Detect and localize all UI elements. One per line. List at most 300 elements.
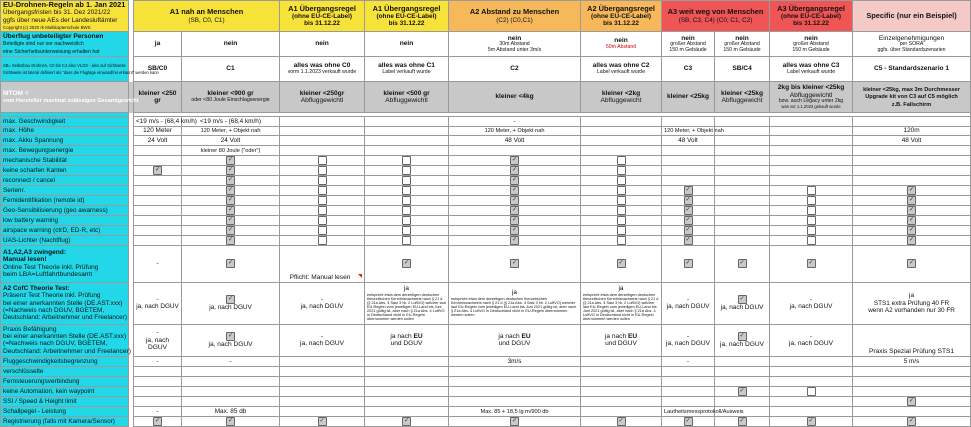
checkbox[interactable] [738,332,747,341]
cell [770,235,853,245]
cofc-c9-specific1: STS1 extra Prüfung 40 FR [873,299,950,307]
row-max-bewegungsenergie [1,146,971,156]
header-a1t2-title: A1 Übergangsregel [372,3,441,13]
a1-test-c7 [715,245,770,282]
a1-test-c1 [182,245,280,282]
cell [581,205,662,215]
checkbox[interactable] [226,332,235,341]
checkbox-checked[interactable] [807,417,816,426]
bottom-rows [1,356,971,426]
cell [134,386,182,396]
weight-c3 [365,82,449,113]
cell [280,136,365,146]
checkbox-checked[interactable] [510,166,519,175]
classes-row [1,57,971,82]
cofc-c2: - ja, nach DGUV [280,282,365,324]
a1-test-label4: beim LBA=Luftfahrtbundesamt [3,271,93,279]
header-a3-title: A3 weit weg von Menschen [667,7,764,17]
cell [662,366,715,376]
checkbox-checked[interactable] [226,176,235,185]
cell [134,117,197,127]
checkbox-empty[interactable] [318,226,327,235]
cell [365,185,449,195]
cell [449,376,581,386]
people-sub1: Beteiligte sind nur vor nachweislich [3,40,84,47]
cell [365,136,449,146]
cell [581,126,662,136]
checkbox-checked[interactable] [684,196,693,205]
row-airspace-warning-ctrd-ed-r-etc [1,225,971,235]
checkbox-checked[interactable] [226,166,235,175]
cell [770,146,853,156]
row-reconnect-cancel [1,175,971,185]
checkbox-empty[interactable] [318,206,327,215]
checkbox-checked[interactable] [907,216,916,225]
row-max-geschwindigkeit [1,117,971,127]
checkbox-empty[interactable] [807,226,816,235]
class-c8-s1: Label verkauft wurde [786,68,836,75]
cell [182,366,280,376]
cofc-label4: (=Nachweis nach DGUV, BGETEM, [3,306,105,314]
checkbox-checked[interactable] [226,236,235,245]
checkbox-checked[interactable] [684,206,693,215]
checkbox-checked[interactable] [402,417,411,426]
cell [134,235,182,245]
praxis-c3-eu: EU [413,332,423,340]
row-label: Serienr. [1,185,129,195]
row-serienr [1,185,971,195]
people-c4 [449,32,581,57]
cell [853,205,971,215]
checkbox-checked[interactable] [510,176,519,185]
weight-c6-main: kleiner <25kg [667,93,709,101]
cell [715,195,770,205]
cell [770,416,853,426]
a1-test-c3 [365,245,449,282]
class-c6-main: C3 [683,65,693,73]
checkbox-checked[interactable] [510,196,519,205]
cell [449,386,581,396]
checkbox-checked[interactable] [510,206,519,215]
weight-c1-main: kleiner <900 gr [207,90,254,98]
class-c3-s1: Label verkauft wurde [382,68,431,75]
people-c3-main: nein [399,40,414,48]
checkbox-empty[interactable] [318,156,327,165]
cell [134,225,182,235]
cofc-c3 [365,282,449,324]
people-c7-s1: großer Abstand [724,40,760,47]
people-c6-s1: großer Abstand [670,40,706,47]
cell [134,136,182,146]
cofc-c4-ja: ja [512,289,517,297]
cell-text: 24 Volt [220,137,241,145]
people-c6-main: nein [681,34,695,42]
cell [715,356,770,366]
cell [365,386,449,396]
checkbox-checked[interactable] [907,196,916,205]
row-keine-automation-kein-waypoint [1,386,971,396]
cell [182,185,280,195]
cell [662,205,715,215]
checkbox[interactable] [617,259,626,268]
cell [134,376,182,386]
header-line3: ggfs über neue AEs der Landesluftämter [3,16,118,24]
checkbox-empty[interactable] [402,216,411,225]
cell [853,146,971,156]
header-a1-transition-2 [365,1,449,32]
checkbox-empty[interactable] [318,166,327,175]
checkbox-checked[interactable] [907,417,916,426]
cell [182,215,280,225]
weight-c8-s3: was vor 1.1.2023 gekauft wurde [781,103,841,109]
cell [662,396,715,406]
a2-cofc-row [1,282,971,324]
checkbox[interactable] [907,259,916,268]
cell [581,386,662,396]
cell [581,117,662,127]
checkbox-empty[interactable] [402,196,411,205]
checkbox-empty[interactable] [807,387,816,396]
cofc-c5 [581,282,662,324]
cell-text: kleiner 80 Joule ("oder") [200,147,261,154]
a1-test-label2: Manual lesen! [3,256,47,264]
cell [770,117,853,127]
people-label: Überflug unbeteiligter Personen [3,32,104,40]
cell-text: 120 Meter, + Objekt nah [664,128,724,135]
checkbox-checked[interactable] [684,216,693,225]
class-c7 [715,57,770,82]
checkbox-empty[interactable] [617,226,626,235]
header-a2-transition [581,1,662,32]
checkbox[interactable] [402,259,411,268]
cell [449,117,581,127]
people-c9 [853,32,971,57]
weight-c4 [449,82,581,113]
class-c8 [770,57,853,82]
header-a1t1-sub: (ohne EU-CE-Label) [292,12,353,20]
cell [715,175,770,185]
comment-marker-icon[interactable] [358,274,362,278]
cell [662,356,715,366]
header-row [1,1,971,32]
header-a2 [449,1,581,32]
checkbox-empty[interactable] [402,166,411,175]
cell [662,235,715,245]
people-c1 [182,32,280,57]
checkbox-checked[interactable] [153,417,162,426]
cell [280,165,365,175]
checkbox[interactable] [807,259,816,268]
checkbox-empty[interactable] [318,186,327,195]
praxis-c1-dguv: ja, nach DGUV [208,341,253,349]
cell [770,396,853,406]
people-c4-s1: 30m Abstand [499,40,530,47]
checkbox-checked[interactable] [684,226,693,235]
weight-c8 [770,82,853,113]
checkbox-checked[interactable] [226,216,235,225]
cell-text: 24 Volt [147,137,168,145]
cofc-c0: - ja, nach DGUV [134,282,182,324]
checkbox-checked[interactable] [226,156,235,165]
cell [449,146,581,156]
checkbox-checked[interactable] [684,417,693,426]
checkbox-checked[interactable] [510,226,519,235]
cell [280,126,365,136]
checkbox-empty[interactable] [318,236,327,245]
cell [182,146,280,156]
checkbox-checked[interactable] [226,196,235,205]
checkbox-checked[interactable] [510,417,519,426]
class-c3-main: alles was ohne C1 [378,62,435,70]
cofc-c3-ja: ja [404,285,409,293]
checkbox-checked[interactable] [907,236,916,245]
cell [715,205,770,215]
cell [280,175,365,185]
cell [182,165,280,175]
cell-text: - [686,357,690,365]
weight-c8-s2: bzw. auch Legacy unter 2kg [778,98,844,105]
checkbox-checked[interactable] [226,186,235,195]
people-c7-s2: 150 m Gebäude [723,46,761,53]
cell [770,205,853,215]
checkbox-checked[interactable] [226,417,235,426]
class-c6 [662,57,715,82]
cofc-c2-dguv: ja, nach DGUV [300,303,344,311]
cell [853,185,971,195]
checkbox-empty[interactable] [617,236,626,245]
cell [365,366,449,376]
cell [853,225,971,235]
header-a1t1-title: A1 Übergangsregel [288,3,356,13]
cell [715,185,770,195]
praxis-c3-ja: ja nach [390,332,412,340]
cell [280,215,365,225]
checkbox[interactable] [226,259,235,268]
class-c9-main: C5 - Standardszenario 1 [873,65,950,73]
weight-c9-main: kleiner <25kg, max 3m Durchmesser [863,86,960,93]
praxis-label3: (=Nachweis nach DGUV, BGETEM, [3,340,108,348]
checkbox-empty[interactable] [807,186,816,195]
cofc-label2: Präsenz Test Theorie inkl. Prüfung [3,292,101,300]
cell [715,146,770,156]
checkbox-empty[interactable] [807,236,816,245]
checkbox-empty[interactable] [807,216,816,225]
checkbox-empty[interactable] [402,176,411,185]
checkbox-empty[interactable] [402,236,411,245]
checkbox-empty[interactable] [318,216,327,225]
header-a2t-date: bis 31.12.22 [603,20,639,28]
checkbox-checked[interactable] [153,166,162,175]
checkbox-checked[interactable] [510,236,519,245]
header-specific [853,1,971,32]
cell [449,366,581,376]
cofc-label5: Deutschland: Arbeitnehmer und Freelancer) [3,314,127,321]
row-low-battery-warning [1,215,971,225]
cell-text: - [156,357,159,365]
praxis-c5-dguv: und DGUV [605,340,637,348]
cell [449,356,581,366]
cell [449,416,581,426]
people-c9-s1: per SORA [899,40,924,47]
cell [770,406,853,416]
a1-test-c2-text: Pflicht: Manual lesen [289,274,351,282]
class-c1-main: C1 [226,65,235,73]
checkbox-empty[interactable] [807,206,816,215]
checkbox-checked[interactable] [907,206,916,215]
cell-text: 48 Volt [504,137,525,145]
cell [182,396,280,406]
header-a1t2-date: bis 31.12.22 [388,20,425,28]
checkbox-checked[interactable] [510,186,519,195]
checkbox-empty[interactable] [318,176,327,185]
cell [853,376,971,386]
cell [662,165,715,175]
praxis-c5 [581,324,662,356]
cell [449,195,581,205]
cell [715,136,770,146]
cell [715,215,770,225]
header-a2-title: A2 Abstand zu Menschen [469,7,560,17]
people-c3 [365,32,449,57]
row-mechanische-stabilit-t [1,155,971,165]
praxis-label1: Praxis Befähigung [3,325,57,333]
row-label: low battery warning [1,215,129,225]
row-max-h-he [1,126,971,136]
header-a1t1-date: bis 31.12.22 [304,20,340,28]
checkbox-checked[interactable] [318,417,327,426]
checkbox-checked[interactable] [617,417,626,426]
cofc-c7-dguv: ja, nach DGUV [720,304,764,312]
cell [449,136,581,146]
class-c2-s1: vorm 1.1.2023 verkauft wurde [287,68,357,75]
checkbox-checked[interactable] [684,186,693,195]
cell [662,376,715,386]
cell [449,235,581,245]
cofc-label-cell [1,282,129,324]
checkbox-checked[interactable] [684,236,693,245]
checkbox-checked[interactable] [510,156,519,165]
cell [280,356,365,366]
checkbox-empty[interactable] [617,156,626,165]
checkbox[interactable] [226,295,235,304]
a1-test-c4 [449,245,581,282]
header-a3-transition [770,1,853,32]
class-c0 [134,57,182,82]
cell [581,235,662,245]
header-a3-sub: (SB, C3, C4) (C0, C1, C2) [678,16,753,24]
cell [581,185,662,195]
row-label: Fernidentifikation (remote id) [1,195,129,205]
cell [581,416,662,426]
checkbox-empty[interactable] [402,156,411,165]
checkbox[interactable] [684,259,693,268]
cell [134,165,182,175]
weight-c8-main: 2kg bis kleiner <25kg [777,84,845,92]
cell-text: <19 m/s - (68,4 km/h) [136,117,197,125]
cell [134,195,182,205]
weight-label-cell [1,82,139,113]
header-a3t-title: A3 Übergangsregel [777,3,845,13]
row-schallpegel-leistung [1,406,971,416]
cell [853,416,971,426]
checkbox-empty[interactable] [617,176,626,185]
checkbox-checked[interactable] [510,216,519,225]
praxis-c9 [853,324,971,356]
class-c4-main: C2 [510,65,519,73]
checkbox[interactable] [738,295,747,304]
checkbox-checked[interactable] [907,226,916,235]
cell-text: - [229,357,232,365]
praxis-c3-dguv: und DGUV [390,340,423,348]
checkbox-empty[interactable] [807,196,816,205]
weight-c5-s1: Abfluggewicht [600,97,642,104]
cell [182,406,280,416]
checkbox-empty[interactable] [617,166,626,175]
cell [182,136,280,146]
checkbox-checked[interactable] [738,417,747,426]
checkbox-empty[interactable] [402,226,411,235]
praxis-c2-dguv: ja, nach DGUV [300,340,344,348]
checkbox-checked[interactable] [907,397,916,406]
cell [280,225,365,235]
people-sub2: eine Sicherheitsunterweisung erhalten hat [3,48,100,55]
checkbox-empty[interactable] [617,216,626,225]
cell [280,386,365,396]
header-a3 [662,1,770,32]
checkbox-empty[interactable] [402,186,411,195]
a1-test-c8 [770,245,853,282]
checkbox[interactable] [510,259,519,268]
praxis-c4 [449,324,581,356]
checkbox[interactable] [738,259,747,268]
cell [770,195,853,205]
checkbox-checked[interactable] [226,206,235,215]
cell [365,146,449,156]
checkbox-empty[interactable] [402,206,411,215]
cell [581,366,662,376]
checkbox-empty[interactable] [617,206,626,215]
cell [365,416,449,426]
praxis-label-cell [1,324,129,356]
people-c5 [581,32,662,57]
cell [662,175,715,185]
cell-text: Max. 85 db [214,407,247,415]
cell [449,155,581,165]
people-c8-s2: 150 m Gebäude [792,46,830,53]
cell [581,376,662,386]
people-c8 [770,32,853,57]
cell [134,396,182,406]
weight-c7 [715,82,770,113]
cell [134,366,182,376]
a1-test-label-cell [1,245,129,282]
cell [365,155,449,165]
class-c4 [449,57,581,82]
praxis-c7 [715,324,770,356]
class-c1 [182,57,280,82]
people-c1-main: nein [223,40,238,48]
cell [449,175,581,185]
checkbox-checked[interactable] [907,186,916,195]
cell [365,117,449,127]
checkbox-empty[interactable] [617,196,626,205]
checkbox-checked[interactable] [226,226,235,235]
checkbox-empty[interactable] [318,196,327,205]
checkbox-checked[interactable] [738,387,747,396]
people-label-cell [1,32,129,57]
checkbox-empty[interactable] [617,186,626,195]
class-c2-main: alles was ohne C0 [293,62,351,70]
